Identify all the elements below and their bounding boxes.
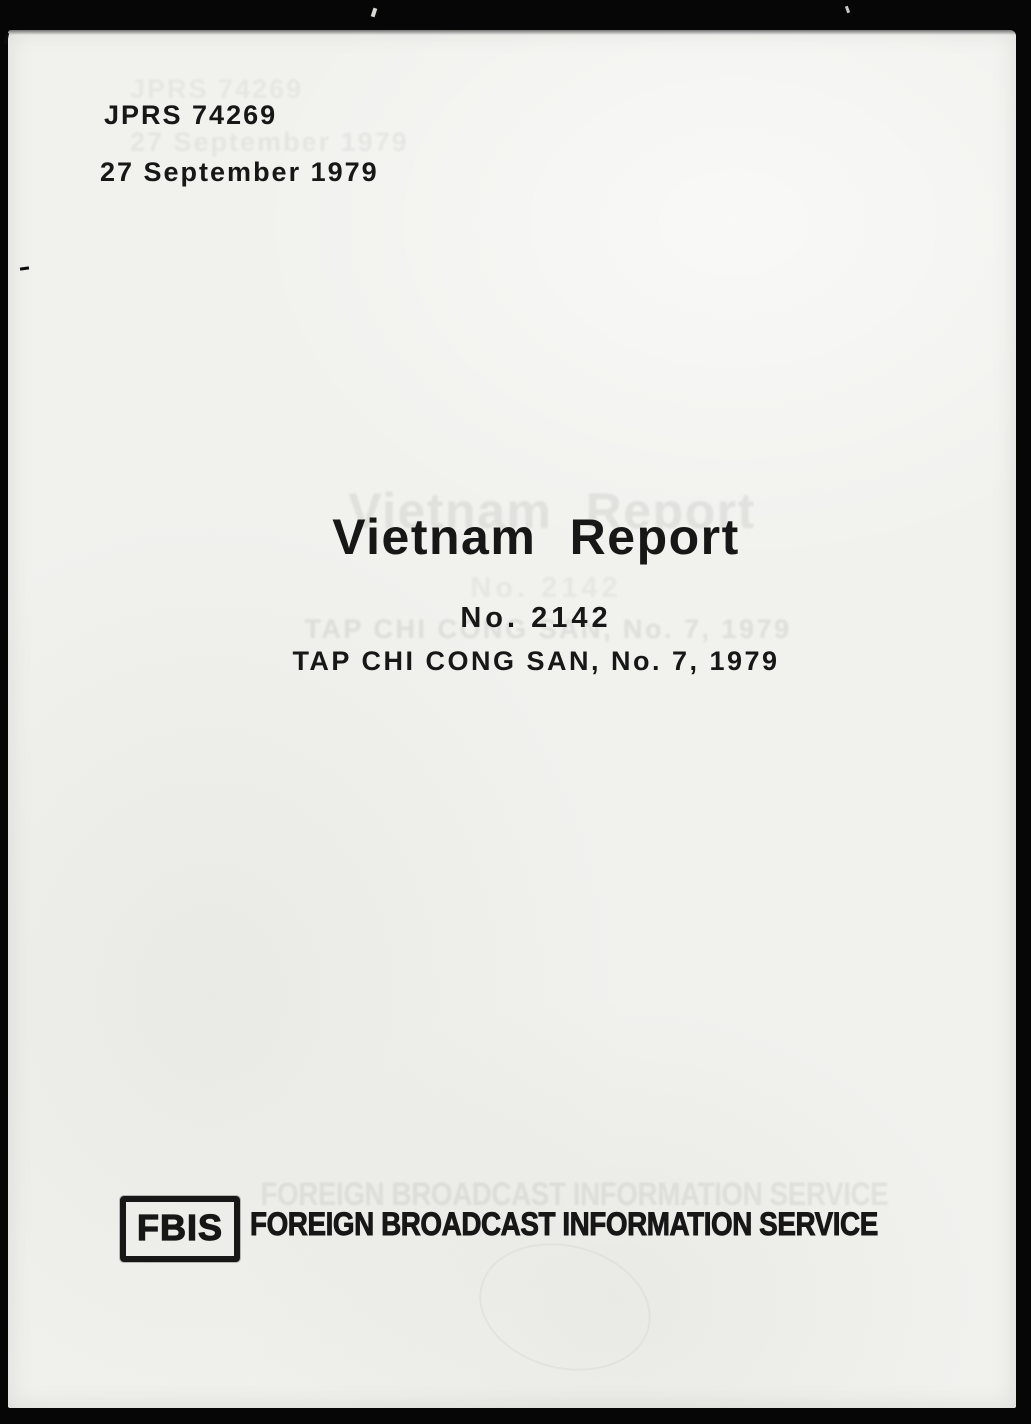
scan-edge-shadow (8, 30, 1016, 35)
document-cover-page (8, 30, 1016, 1408)
scan-speck (371, 8, 378, 18)
scan-speck (845, 6, 850, 14)
source-title-line: TAP CHI CONG SAN, No. 7, 1979 (292, 646, 780, 676)
agency-name: FOREIGN BROADCAST INFORMATION SERVICE (250, 1206, 878, 1242)
document-title: Vietnam Report (332, 509, 740, 565)
report-number: JPRS 74269 (104, 100, 278, 130)
fbis-logo (120, 1196, 240, 1262)
paper-wrinkle-artifact (466, 1226, 665, 1388)
fbis-logo-text: FBIS (137, 1207, 224, 1248)
scan-speck (20, 266, 29, 270)
report-date: 27 September 1979 (100, 157, 379, 187)
issue-number: No. 2142 (460, 602, 612, 634)
